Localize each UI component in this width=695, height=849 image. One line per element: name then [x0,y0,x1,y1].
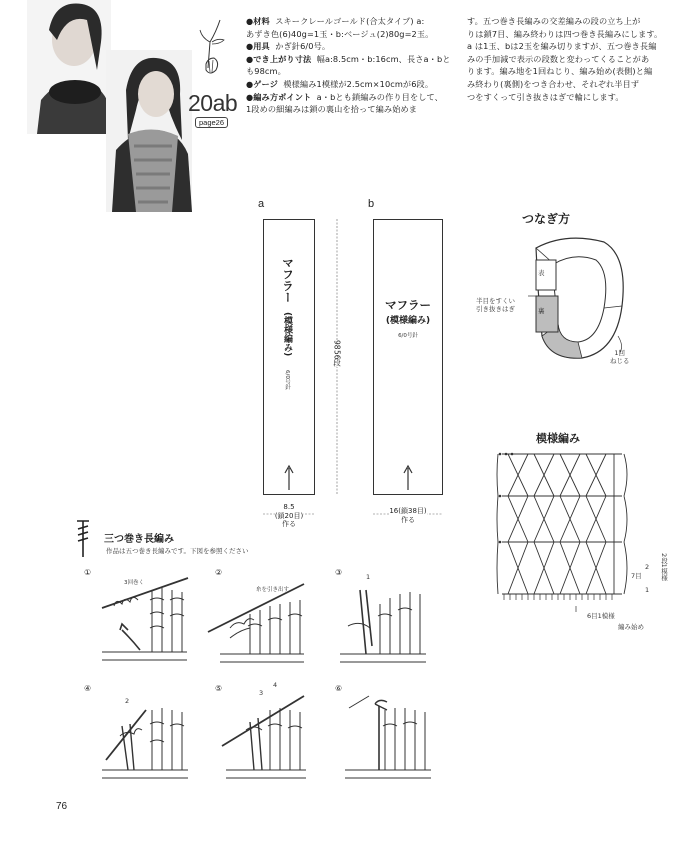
step-caption: 3回巻く [124,580,144,586]
materials-line: ●でき上がり寸法 幅a:8.5cm・b:16cm、長さa・bと [246,53,451,64]
step-illustration-1 [92,570,192,670]
step-number: ① [84,568,92,577]
page-reference: page26 [195,117,228,128]
join-half-stitch-label: 半目をすくい 引き抜きはぎ [476,297,515,313]
length-label: 98 56 段 [330,340,344,367]
diagram-a-title: マフラー [281,257,295,303]
step-number: ⑤ [215,684,223,693]
join-back-label: 裏 [538,307,545,315]
pattern-chart [494,444,634,614]
diagram-a-subtitle: (模様編み) [282,312,292,357]
step-illustration-6 [335,686,435,786]
materials-line: も98cm。 [246,66,286,77]
pattern-repeat-label: 2段1模様 [660,553,668,581]
materials-line: ●用具 かぎ針6/0号。 [246,41,331,52]
join-twist-label: 1回 ねじる [610,349,630,365]
model-photo-b [106,50,192,212]
step-label: 4 [273,681,278,689]
step-illustration-2 [200,570,310,670]
materials-block [246,15,456,116]
width-a-label: 8.5 (鎖20目) 作る [274,503,304,528]
pattern-ch7-label: 7目 [631,572,642,580]
diagram-a-needle: 6/0号針 [284,370,290,390]
step-number: ④ [84,684,92,693]
technique-note: 作品は五つ巻き長編みです。下図を参照ください [106,547,249,555]
long-stitch-symbol-icon [76,519,90,557]
pattern-row-2: 2 [645,563,650,571]
step-number: ⑥ [335,684,343,693]
diagram-b-rect [373,219,443,495]
pattern-row-1: 1 [645,586,650,594]
step-number: ③ [335,568,343,577]
step-number: ② [215,568,223,577]
arrow-up-icon [403,464,413,490]
materials-line: あずき色(6)40g=1玉・b:ベージュ(2)80g=2玉。 [246,28,434,39]
materials-line: ●編み方ポイント a・bとも鎖編みの作り目をして、 [246,91,443,102]
width-b-label: 16(鎖38目) 作る [389,507,427,524]
step-label: 2 [125,697,130,705]
instruction-line: つをすくって引き抜きはぎで輪にします。 [467,91,624,102]
pattern-number: 20ab [188,90,238,116]
diagram-b-subtitle: (模様編み) [385,316,431,326]
instructions-block [467,15,692,103]
materials-line: ●ゲージ 模様編み1模様が2.5cm×10cmが6段。 [246,78,434,89]
instruction-line: a は1玉、bは2玉を編み切りますが、五つ巻き長編 [467,41,657,52]
materials-line: 1段めの細編みは鎖の裏山を拾って編み始めま [246,104,418,115]
technique-title: 三つ巻き長編み [104,534,174,545]
model-photo-a [27,0,111,134]
page-number: 76 [56,801,68,812]
join-front-label: 表 [538,269,545,277]
step-label: 1 [366,573,371,581]
step-illustration-5 [210,686,310,786]
diagram-b-letter: b [368,198,375,210]
instruction-line: み終わり(裏側)をつき合わせ、それぞれ半目ず [467,78,640,89]
step-caption: 糸を引き出す [256,587,290,593]
diagram-b-needle: 6/0号針 [398,333,418,339]
arrow-up-icon [284,464,294,490]
step-label: 3 [259,689,264,697]
instruction-line: りは鎖7目、編み終わりは四つ巻き長編みにします。 [467,28,663,39]
flower-icon [198,18,228,76]
pattern-bottom-ch-label: 6目1模様 [587,612,615,620]
pattern-start-label: 編み始め [618,623,644,631]
instruction-line: す。五つ巻き長編みの交差編みの段の立ち上が [467,16,641,26]
instruction-line: ります。編み地を1回ねじり、編み始め(表側)と編 [467,66,653,77]
pattern-title: 模様編み [536,432,580,445]
materials-line: ●材料 スキークレールゴールド(合太タイプ) a: [246,16,425,26]
join-title: つなぎ方 [522,212,571,226]
diagram-a-letter: a [258,198,265,210]
diagram-b-title: マフラー [385,298,431,312]
instruction-line: みの手加減で表示の段数と変わってくることがあ [467,53,650,64]
step-illustration-3 [330,570,430,670]
step-illustration-4 [92,686,192,786]
